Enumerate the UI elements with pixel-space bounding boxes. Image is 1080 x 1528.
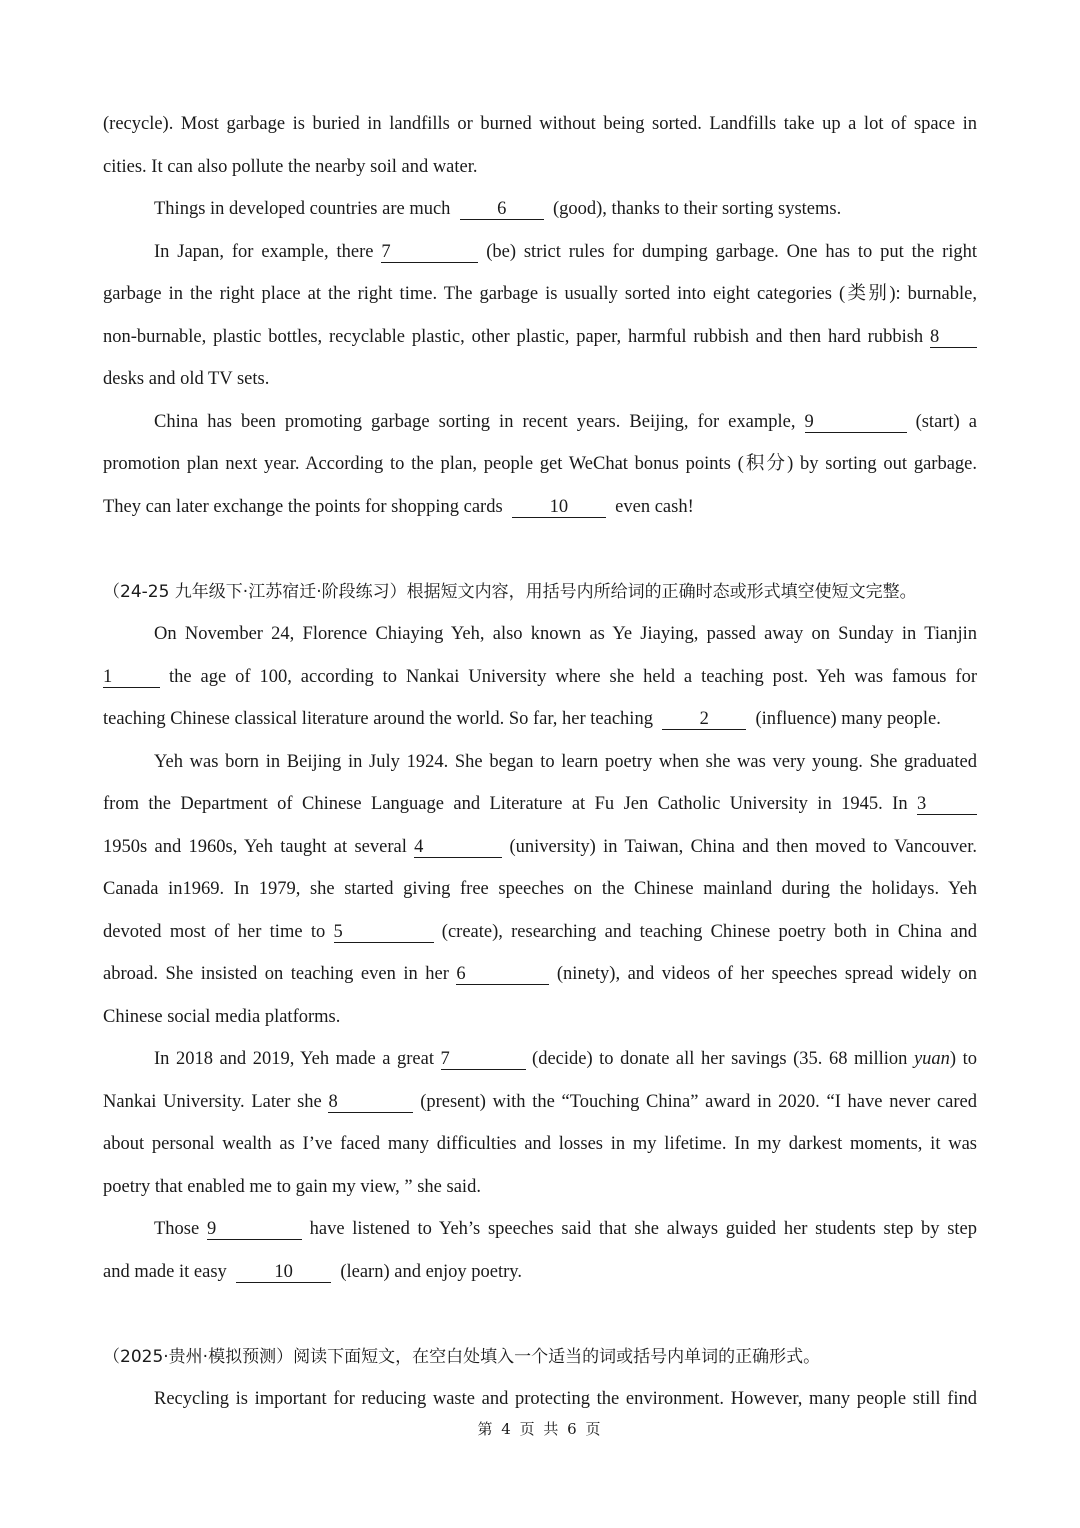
page-footer: 第 4 页 共 6 页: [477, 1420, 603, 1438]
p2-line-9: abroad. She insisted on teaching even in her 6 (ninety), and videos of her speeches spread widely on: [103, 964, 978, 984]
blank-9[interactable]: 9: [207, 1219, 302, 1240]
section-header-2: （24-25 九年级下·江苏宿迁·阶段练习）根据短文内容，用括号内所给词的正确时态或形式填空使短文完整。: [103, 581, 917, 602]
blank-10[interactable]: 10: [512, 497, 606, 518]
p1-line-5: garbage in the right place at the right time. The garbage is usually sorted into eight categories (类别): burnable,: [103, 284, 977, 304]
p2-line-5: from the Department of Chinese Language and Literature at Fu Jen Catholic University in 1945. In 3: [103, 783, 977, 826]
p2-line-14: poetry that enabled me to gain my view, ” she said.: [103, 1176, 481, 1197]
p2-line-10: Chinese social media platforms.: [103, 1006, 341, 1027]
p2-line-8: devoted most of her time to 5 (create), researching and teaching Chinese poetry both in China and: [103, 921, 978, 942]
blank-7[interactable]: 7: [381, 242, 478, 263]
blank-10[interactable]: 10: [236, 1262, 331, 1283]
p2-line-2: 1 the age of 100, according to Nankai University where she held a teaching post. Yeh was famous for: [103, 666, 978, 687]
p1-line-2: cities. It can also pollute the nearby soil and water.: [103, 156, 478, 177]
p2-line-12: Nankai University. Later she 8 (present) with the “Touching China” award in 2020. “I have never cared: [103, 1091, 978, 1112]
p2-line-7: Canada in1969. In 1979, she started giving free speeches on the Chinese mainland during the holidays. Yeh: [103, 879, 977, 899]
blank-4[interactable]: 4: [414, 837, 502, 858]
p2-line-13: about personal wealth as I’ve faced many difficulties and losses in my lifetime. In my darkest moments, it was: [103, 1134, 977, 1154]
section-header-3: （2025·贵州·模拟预测）阅读下面短文，在空白处填入一个适当的词或括号内单词的正确形式。: [103, 1346, 821, 1367]
p1-line-4: In Japan, for example, there 7 (be) strict rules for dumping garbage. One has to put the right: [154, 241, 978, 262]
p2-line-4: Yeh was born in Beijing in July 1924. She began to learn poetry when she was very young. She graduated: [154, 751, 977, 772]
p1-line-9: promotion plan next year. According to the plan, people get WeChat bonus points (积分) by sorting out garbage.: [103, 454, 977, 474]
p2-line-1: On November 24, Florence Chiaying Yeh, also known as Ye Jiaying, passed away on Sunday in Tianjin: [154, 624, 977, 644]
blank-1[interactable]: 1: [103, 667, 160, 688]
p2-line-16: and made it easy 10 (learn) and enjoy poetry.: [103, 1261, 522, 1282]
p1-line-8: China has been promoting garbage sorting in recent years. Beijing, for example, 9 (start) a: [154, 411, 977, 432]
p1-line-3: Things in developed countries are much 6 (good), thanks to their sorting systems.: [154, 199, 842, 219]
blank-8[interactable]: 8: [328, 1092, 413, 1113]
blank-7[interactable]: 7: [441, 1049, 526, 1070]
blank-2[interactable]: 2: [662, 709, 746, 730]
blank-5[interactable]: 5: [334, 922, 434, 943]
p1-line-10: They can later exchange the points for shopping cards 10 even cash!: [103, 496, 694, 517]
p1-line-6: non-burnable, plastic bottles, recyclable plastic, other plastic, paper, harmful rubbish and then hard rubbish 8: [103, 316, 977, 359]
p3-line-1: Recycling is important for reducing waste and protecting the environment. However, many people still find: [154, 1389, 977, 1409]
p1-line-1: (recycle). Most garbage is buried in landfills or burned without being sorted. Landfills take up a lot of space in: [103, 114, 977, 134]
blank-3[interactable]: 3: [917, 794, 977, 815]
p1-line-7: desks and old TV sets.: [103, 369, 270, 389]
blank-6[interactable]: 6: [456, 964, 549, 985]
blank-9[interactable]: 9: [805, 412, 907, 433]
p2-line-3: teaching Chinese classical literature around the world. So far, her teaching 2 (influence) many people.: [103, 709, 941, 729]
blank-8[interactable]: 8: [930, 327, 977, 348]
page-content: [103, 103, 977, 1421]
p2-line-15: Those 9 have listened to Yeh’s speeches said that she always guided her students step by step: [154, 1219, 978, 1239]
p2-line-11: In 2018 and 2019, Yeh made a great 7 (decide) to donate all her savings (35. 68 million yuan) to: [154, 1049, 978, 1069]
p2-line-6: 1950s and 1960s, Yeh taught at several 4 (university) in Taiwan, China and then moved to Vancouver.: [103, 836, 978, 857]
blank-6[interactable]: 6: [460, 199, 544, 220]
